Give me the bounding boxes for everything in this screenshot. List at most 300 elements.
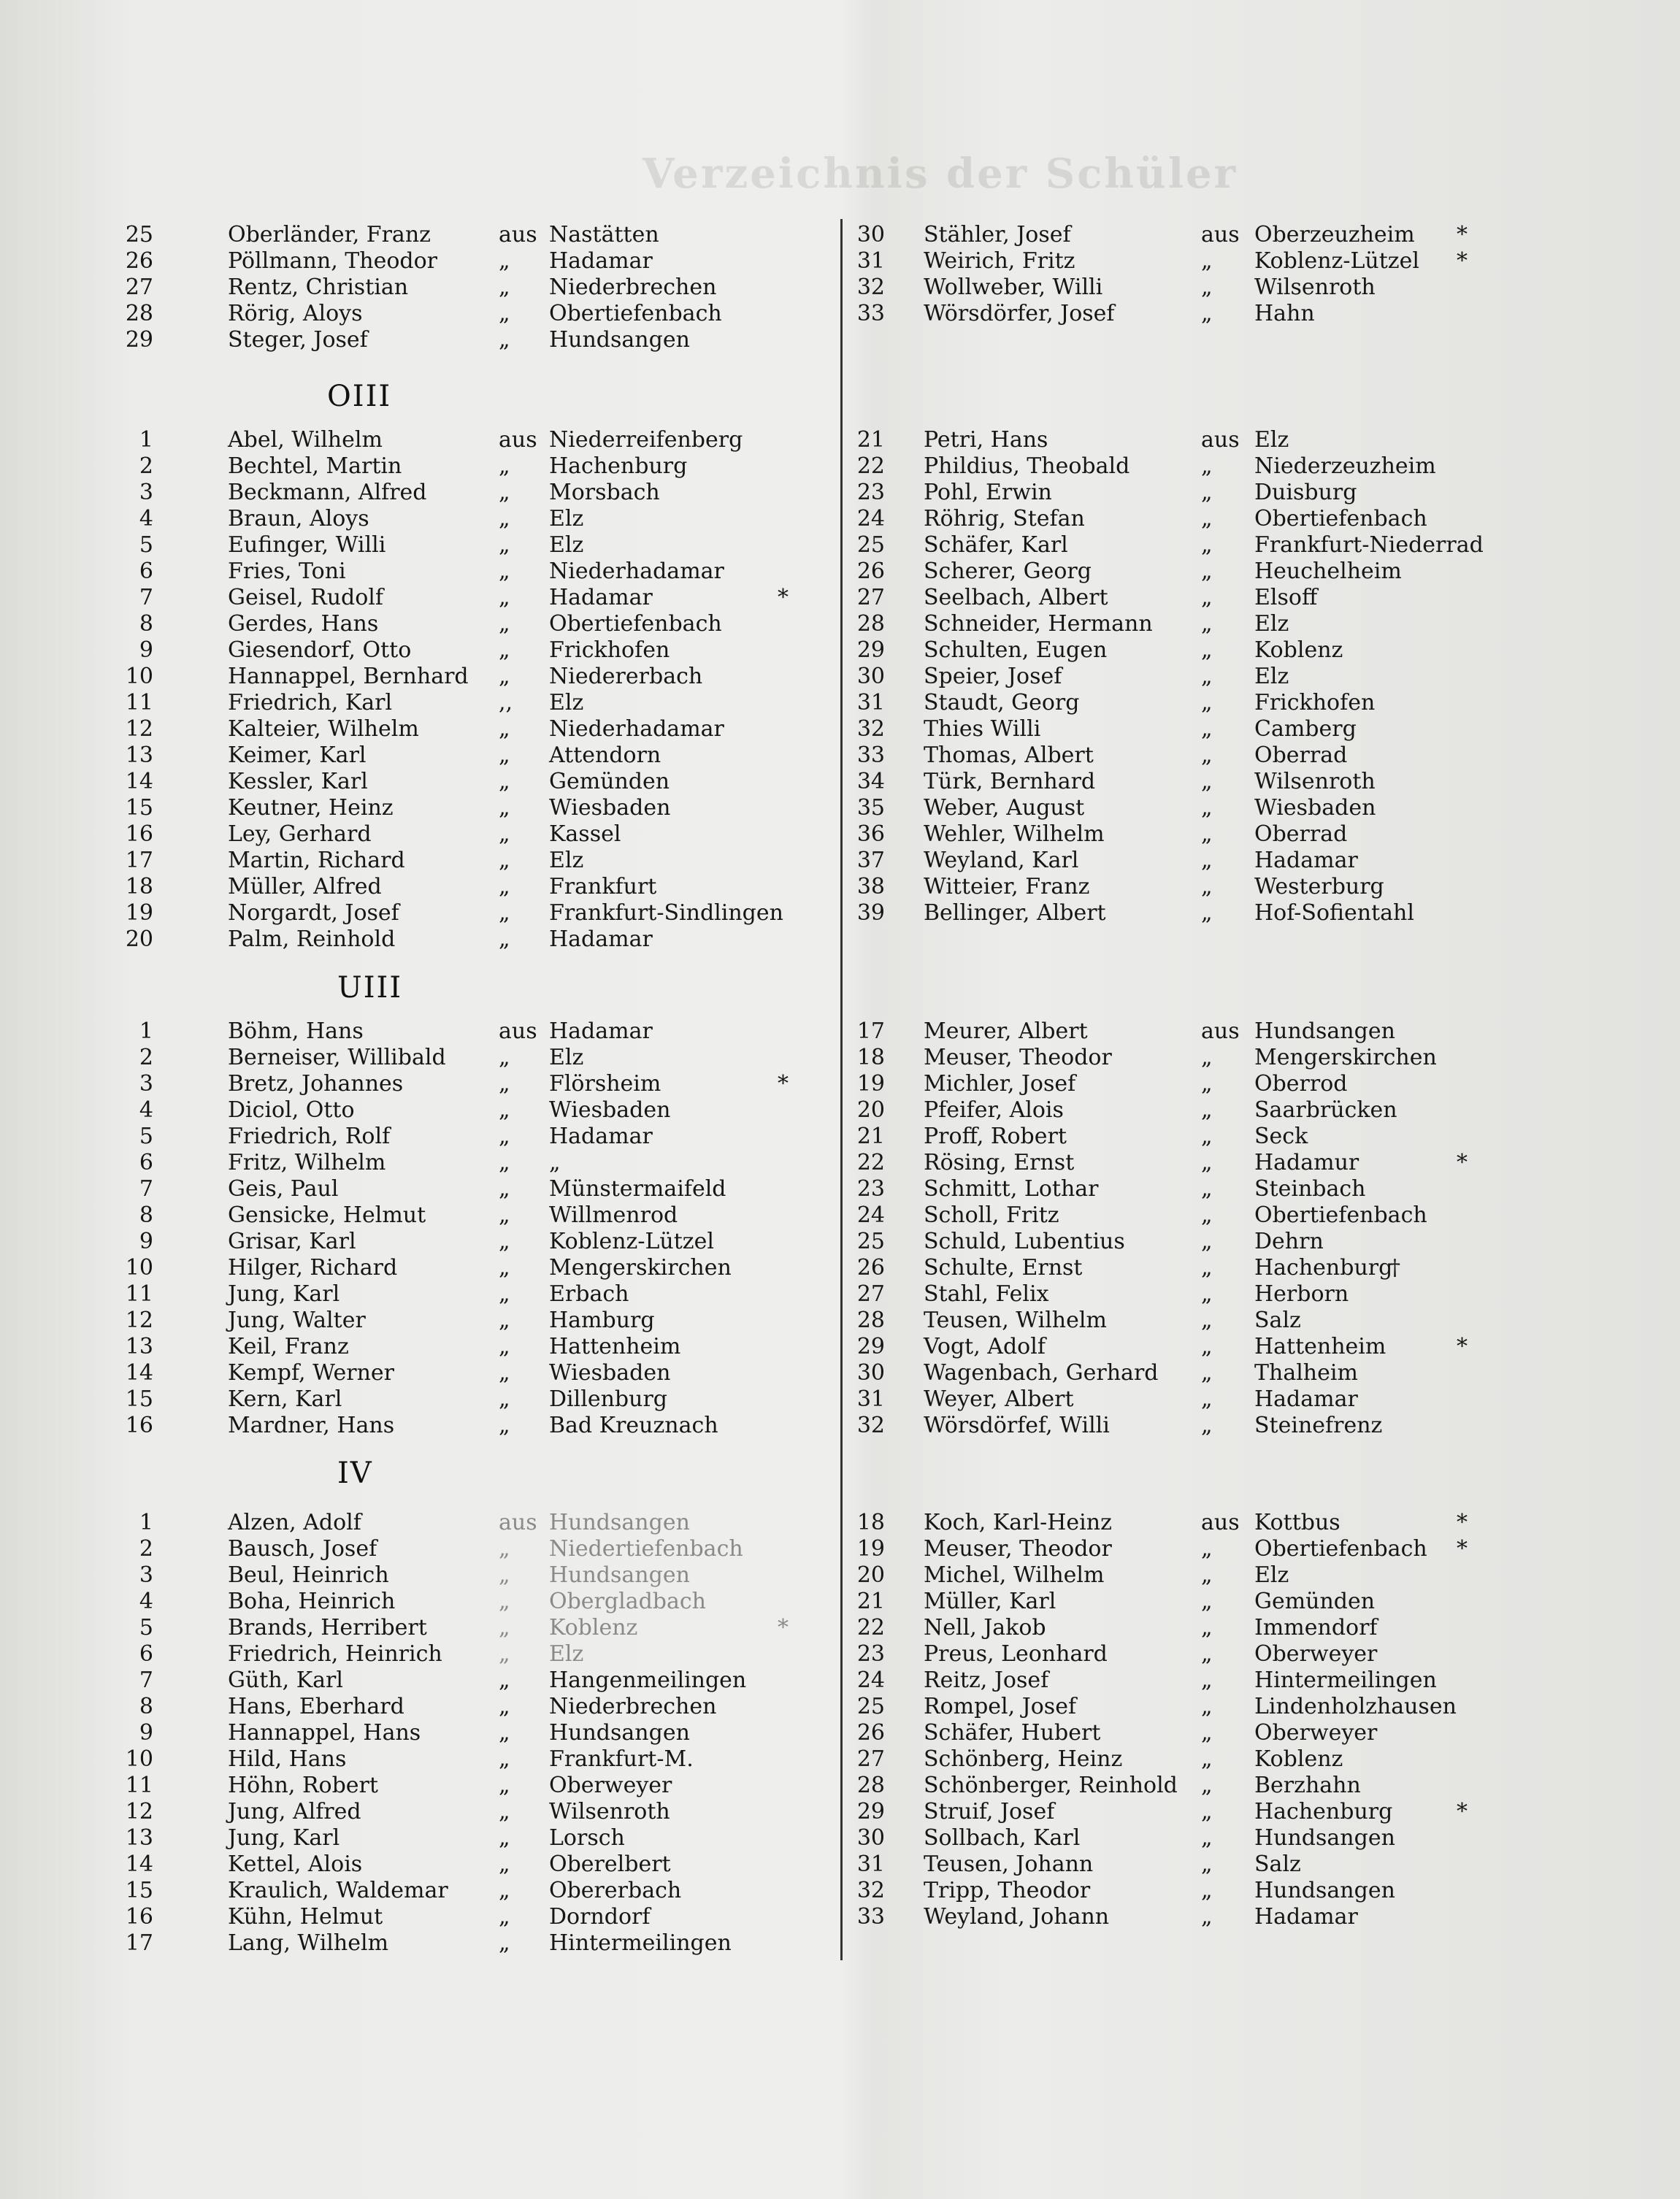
row-number: 8 <box>139 611 153 637</box>
origin-prefix: „ <box>1201 480 1213 505</box>
student-name: Schuld, Lubentius <box>924 1229 1125 1254</box>
student-name: Hilger, Richard <box>228 1255 398 1281</box>
row-number: 14 <box>125 1360 153 1386</box>
row-number: 39 <box>856 900 885 926</box>
origin-place: Niederhadamar <box>549 716 724 742</box>
origin-place: Bad Kreuznach <box>549 1413 718 1438</box>
student-name: Lang, Wilhelm <box>228 1930 389 1956</box>
row-number: 12 <box>125 1308 153 1333</box>
student-name: Witteier, Franz <box>924 874 1090 899</box>
row-number: 7 <box>139 585 153 610</box>
origin-prefix: „ <box>499 769 510 794</box>
row-number: 26 <box>856 1255 885 1281</box>
student-name: Tripp, Theodor <box>924 1878 1091 1903</box>
origin-prefix: „ <box>1201 1878 1213 1903</box>
student-name: Martin, Richard <box>228 848 405 873</box>
origin-place: Obertiefenbach <box>1254 506 1427 531</box>
student-name: Kettel, Alois <box>228 1851 363 1877</box>
origin-place: Hamburg <box>549 1308 655 1333</box>
row-number: 29 <box>856 1334 885 1359</box>
student-name: Meurer, Albert <box>924 1018 1088 1044</box>
origin-place: „ <box>549 1150 561 1175</box>
student-name: Beckmann, Alfred <box>228 480 427 505</box>
right-list-row <box>0 1018 1680 1045</box>
row-number: 5 <box>139 532 153 558</box>
origin-prefix: „ <box>499 1202 510 1228</box>
row-number: 23 <box>856 1176 885 1202</box>
origin-place: Niederbrechen <box>549 1694 717 1719</box>
right-list-row <box>0 1694 1680 1720</box>
student-name: Palm, Reinhold <box>228 926 396 952</box>
origin-place: Lindenholzhausen <box>1254 1694 1457 1719</box>
origin-place: Steinefrenz <box>1254 1413 1383 1438</box>
origin-place: Hof-Sofientahl <box>1254 900 1414 926</box>
row-number: 14 <box>125 769 153 794</box>
student-name: Hannappel, Bernhard <box>228 664 469 689</box>
right-list-row <box>0 690 1680 716</box>
origin-prefix: „ <box>499 1308 510 1333</box>
row-number: 30 <box>856 1360 885 1386</box>
origin-place: Hintermeilingen <box>1254 1668 1437 1693</box>
student-name: Boha, Heinrich <box>228 1589 396 1614</box>
origin-prefix: „ <box>1201 506 1213 531</box>
origin-place: Hadamur <box>1254 1150 1359 1175</box>
right-list-row <box>0 1334 1680 1360</box>
row-number: 19 <box>856 1071 885 1097</box>
right-list-row <box>0 1124 1680 1150</box>
class-heading: IV <box>337 1457 373 1490</box>
row-number: 22 <box>856 453 885 479</box>
right-list-row <box>0 506 1680 532</box>
origin-prefix: ,, <box>499 690 513 715</box>
row-number: 15 <box>125 1386 153 1412</box>
right-list-row <box>0 1904 1680 1930</box>
origin-place: Oberrod <box>1254 1071 1348 1097</box>
student-name: Kühn, Helmut <box>228 1904 383 1930</box>
origin-place: Hundsangen <box>549 1720 690 1746</box>
row-number: 26 <box>856 559 885 584</box>
right-list-row <box>0 1413 1680 1439</box>
right-list-row <box>0 1255 1680 1281</box>
right-list-row <box>0 1851 1680 1878</box>
row-number: 28 <box>856 1773 885 1798</box>
asterisk-mark: * <box>1457 222 1468 247</box>
row-number: 32 <box>856 716 885 742</box>
row-number: 1 <box>139 1018 153 1044</box>
origin-prefix: „ <box>499 1668 510 1693</box>
student-name: Weyland, Karl <box>924 848 1079 873</box>
student-name: Wollweber, Willi <box>924 275 1103 300</box>
origin-place: Camberg <box>1254 716 1357 742</box>
origin-prefix: „ <box>499 742 510 768</box>
origin-prefix: „ <box>1201 1851 1213 1877</box>
origin-place: Frickhofen <box>549 637 670 663</box>
student-name: Jung, Alfred <box>228 1799 361 1824</box>
row-number: 29 <box>856 1799 885 1824</box>
origin-prefix: „ <box>499 926 510 952</box>
row-number: 15 <box>125 795 153 821</box>
origin-prefix: „ <box>499 900 510 926</box>
row-number: 35 <box>856 795 885 821</box>
origin-prefix: „ <box>1201 1413 1213 1438</box>
origin-prefix: aus <box>1201 427 1240 453</box>
row-number: 17 <box>125 848 153 873</box>
origin-prefix: „ <box>499 1334 510 1359</box>
student-name: Fries, Toni <box>228 559 346 584</box>
row-number: 20 <box>856 1097 885 1123</box>
student-name: Norgardt, Josef <box>228 900 399 926</box>
student-name: Kern, Karl <box>228 1386 342 1412</box>
origin-place: Hadamar <box>549 248 653 274</box>
origin-place: Mengerskirchen <box>1254 1045 1437 1070</box>
origin-prefix: „ <box>499 532 510 558</box>
origin-place: Elz <box>549 1641 584 1667</box>
origin-place: Koblenz-Lützel <box>1254 248 1419 274</box>
row-number: 8 <box>139 1202 153 1228</box>
student-name: Speier, Josef <box>924 664 1062 689</box>
origin-place: Seck <box>1254 1124 1308 1149</box>
origin-prefix: „ <box>499 1641 510 1667</box>
origin-prefix: „ <box>499 1045 510 1070</box>
origin-prefix: „ <box>1201 1720 1213 1746</box>
student-name: Proff, Robert <box>924 1124 1067 1149</box>
row-number: 17 <box>856 1018 885 1044</box>
origin-prefix: aus <box>499 1510 537 1535</box>
origin-place: Kottbus <box>1254 1510 1340 1535</box>
right-list-row <box>0 1825 1680 1851</box>
origin-prefix: „ <box>499 1930 510 1956</box>
student-name: Müller, Karl <box>924 1589 1056 1614</box>
asterisk-mark: * <box>1457 1510 1468 1535</box>
row-number: 26 <box>125 248 153 274</box>
origin-prefix: „ <box>1201 1641 1213 1667</box>
origin-place: Dorndorf <box>549 1904 651 1930</box>
origin-place: Frankfurt-M. <box>549 1746 694 1772</box>
row-number: 2 <box>139 1536 153 1562</box>
class-heading: OIII <box>327 380 392 413</box>
origin-place: Morsbach <box>549 480 660 505</box>
student-name: Diciol, Otto <box>228 1097 355 1123</box>
origin-place: Wiesbaden <box>549 795 671 821</box>
origin-prefix: „ <box>1201 585 1213 610</box>
student-name: Hild, Hans <box>228 1746 347 1772</box>
student-name: Berneiser, Willibald <box>228 1045 446 1070</box>
row-number: 28 <box>125 301 153 326</box>
origin-prefix: „ <box>1201 301 1213 326</box>
row-number: 4 <box>139 1589 153 1614</box>
class-heading: UIII <box>337 971 403 1005</box>
row-number: 20 <box>125 926 153 952</box>
student-name: Pöllmann, Theodor <box>228 248 438 274</box>
row-number: 18 <box>856 1045 885 1070</box>
right-list-row <box>0 637 1680 664</box>
origin-prefix: „ <box>499 1589 510 1614</box>
right-list-row <box>0 532 1680 559</box>
origin-prefix: „ <box>499 637 510 663</box>
student-name: Schneider, Hermann <box>924 611 1153 637</box>
student-name: Bausch, Josef <box>228 1536 377 1562</box>
origin-prefix: „ <box>1201 1202 1213 1228</box>
student-name: Abel, Wilhelm <box>228 427 383 453</box>
origin-prefix: „ <box>499 585 510 610</box>
origin-prefix: „ <box>499 716 510 742</box>
student-name: Röhrig, Stefan <box>924 506 1085 531</box>
row-number: 5 <box>139 1124 153 1149</box>
origin-place: Steinbach <box>1254 1176 1366 1202</box>
row-number: 11 <box>125 1281 153 1307</box>
origin-place: Koblenz <box>1254 1746 1343 1772</box>
origin-place: Obertiefenbach <box>1254 1202 1427 1228</box>
student-name: Friedrich, Heinrich <box>228 1641 442 1667</box>
asterisk-mark: * <box>1457 1334 1468 1359</box>
origin-prefix: „ <box>499 611 510 637</box>
origin-prefix: „ <box>1201 1904 1213 1930</box>
row-number: 22 <box>856 1150 885 1175</box>
student-name: Wehler, Wilhelm <box>924 821 1105 847</box>
student-name: Geisel, Rudolf <box>228 585 384 610</box>
student-name: Keimer, Karl <box>228 742 367 768</box>
origin-place: Herborn <box>1254 1281 1349 1307</box>
origin-prefix: „ <box>1201 1799 1213 1824</box>
origin-place: Saarbrücken <box>1254 1097 1397 1123</box>
origin-prefix: „ <box>1201 637 1213 663</box>
origin-prefix: „ <box>499 1904 510 1930</box>
origin-prefix: „ <box>1201 1773 1213 1798</box>
row-number: 17 <box>125 1930 153 1956</box>
origin-place: Erbach <box>549 1281 629 1307</box>
origin-place: Hahn <box>1254 301 1315 326</box>
origin-place: Elz <box>1254 664 1289 689</box>
origin-prefix: „ <box>499 1071 510 1097</box>
origin-place: Hundsangen <box>549 327 690 353</box>
origin-prefix: „ <box>1201 795 1213 821</box>
right-list-row <box>0 222 1680 248</box>
origin-place: Hachenburg <box>1254 1255 1393 1281</box>
right-list-row <box>0 1176 1680 1202</box>
student-name: Bechtel, Martin <box>228 453 402 479</box>
student-name: Thies Willi <box>924 716 1041 742</box>
origin-place: Hundsangen <box>549 1510 690 1535</box>
origin-place: Niederhadamar <box>549 559 724 584</box>
origin-prefix: „ <box>1201 248 1213 274</box>
student-name: Steger, Josef <box>228 327 368 353</box>
row-number: 8 <box>139 1694 153 1719</box>
origin-place: Gemünden <box>1254 1589 1376 1614</box>
student-name: Weyer, Albert <box>924 1386 1074 1412</box>
row-number: 25 <box>856 1694 885 1719</box>
origin-prefix: aus <box>1201 1018 1240 1044</box>
right-list-row <box>0 1536 1680 1562</box>
origin-place: Obergladbach <box>549 1589 706 1614</box>
row-number: 3 <box>139 1071 153 1097</box>
origin-prefix: „ <box>499 1360 510 1386</box>
row-number: 36 <box>856 821 885 847</box>
student-name: Ley, Gerhard <box>228 821 372 847</box>
right-list-row <box>0 1202 1680 1229</box>
row-number: 12 <box>125 716 153 742</box>
student-name: Meuser, Theodor <box>924 1045 1112 1070</box>
student-name: Keil, Franz <box>228 1334 349 1359</box>
student-name: Scherer, Georg <box>924 559 1092 584</box>
origin-prefix: „ <box>499 248 510 274</box>
student-name: Friedrich, Karl <box>228 690 393 715</box>
row-number: 10 <box>125 664 153 689</box>
row-number: 30 <box>856 222 885 247</box>
student-name: Pohl, Erwin <box>924 480 1052 505</box>
origin-place: Niedertiefenbach <box>549 1536 743 1562</box>
origin-place: Berzhahn <box>1254 1773 1361 1798</box>
origin-prefix: „ <box>499 1562 510 1588</box>
origin-place: Koblenz-Lützel <box>549 1229 714 1254</box>
origin-prefix: „ <box>499 1615 510 1640</box>
right-list-row <box>0 716 1680 742</box>
student-name: Kessler, Karl <box>228 769 368 794</box>
row-number: 9 <box>139 1229 153 1254</box>
right-list-row <box>0 1386 1680 1413</box>
right-list-row <box>0 664 1680 690</box>
origin-prefix: „ <box>1201 1694 1213 1719</box>
right-list-row <box>0 769 1680 795</box>
dagger-mark: † <box>1389 1255 1400 1281</box>
right-list-row <box>0 1097 1680 1124</box>
student-name: Brands, Herribert <box>228 1615 427 1640</box>
origin-prefix: „ <box>1201 900 1213 926</box>
right-list-row <box>0 1668 1680 1694</box>
student-name: Müller, Alfred <box>228 874 382 899</box>
right-list-row <box>0 1589 1680 1615</box>
student-name: Staudt, Georg <box>924 690 1080 715</box>
row-number: 28 <box>856 611 885 637</box>
origin-place: Hadamar <box>549 1018 653 1044</box>
student-name: Jung, Karl <box>228 1825 340 1851</box>
origin-place: Oberelbert <box>549 1851 671 1877</box>
right-list-row <box>0 275 1680 301</box>
row-number: 25 <box>856 1229 885 1254</box>
origin-prefix: „ <box>1201 1589 1213 1614</box>
right-list-row <box>0 1071 1680 1097</box>
origin-place: Nastätten <box>549 222 659 247</box>
right-list-row <box>0 559 1680 585</box>
origin-place: Oberrad <box>1254 821 1348 847</box>
student-name: Wörsdörfer, Josef <box>924 301 1115 326</box>
row-number: 32 <box>856 275 885 300</box>
origin-prefix: „ <box>1201 769 1213 794</box>
row-number: 12 <box>125 1799 153 1824</box>
student-name: Schäfer, Karl <box>924 532 1068 558</box>
student-name: Rörig, Aloys <box>228 301 363 326</box>
origin-prefix: „ <box>499 1536 510 1562</box>
row-number: 33 <box>856 742 885 768</box>
origin-place: Oberzeuzheim <box>1254 222 1415 247</box>
asterisk-mark: * <box>778 1615 789 1640</box>
row-number: 24 <box>856 506 885 531</box>
asterisk-mark: * <box>1457 1536 1468 1562</box>
right-list-row <box>0 1229 1680 1255</box>
row-number: 21 <box>856 427 885 453</box>
right-list-row <box>0 248 1680 275</box>
origin-prefix: „ <box>499 453 510 479</box>
origin-place: Frickhofen <box>1254 690 1376 715</box>
origin-prefix: „ <box>499 795 510 821</box>
right-list-row <box>0 874 1680 900</box>
origin-prefix: „ <box>499 1720 510 1746</box>
student-name: Weirich, Fritz <box>924 248 1075 274</box>
origin-place: Oberweyer <box>1254 1641 1378 1667</box>
student-name: Michler, Josef <box>924 1071 1076 1097</box>
origin-prefix: „ <box>1201 1668 1213 1693</box>
origin-prefix: „ <box>499 1097 510 1123</box>
student-name: Schulten, Eugen <box>924 637 1108 663</box>
row-number: 37 <box>856 848 885 873</box>
student-name: Teusen, Johann <box>924 1851 1094 1877</box>
student-name: Phildius, Theobald <box>924 453 1130 479</box>
origin-prefix: „ <box>1201 611 1213 637</box>
student-name: Schulte, Ernst <box>924 1255 1083 1281</box>
row-number: 31 <box>856 1851 885 1877</box>
origin-place: Mengerskirchen <box>549 1255 732 1281</box>
origin-prefix: „ <box>1201 1308 1213 1333</box>
right-list-row <box>0 1799 1680 1825</box>
origin-prefix: „ <box>1201 1176 1213 1202</box>
origin-place: Obertiefenbach <box>549 301 722 326</box>
student-name: Kalteier, Wilhelm <box>228 716 419 742</box>
student-name: Schönberg, Heinz <box>924 1746 1123 1772</box>
right-list-row <box>0 1773 1680 1799</box>
right-list-row <box>0 1360 1680 1386</box>
origin-prefix: „ <box>499 1878 510 1903</box>
row-number: 27 <box>856 1746 885 1772</box>
student-name: Reitz, Josef <box>924 1668 1049 1693</box>
origin-prefix: „ <box>499 1281 510 1307</box>
student-name: Preus, Leonhard <box>924 1641 1108 1667</box>
origin-place: Hundsangen <box>1254 1825 1395 1851</box>
row-number: 21 <box>856 1589 885 1614</box>
origin-place: Hangenmeilingen <box>549 1668 747 1693</box>
row-number: 23 <box>856 480 885 505</box>
student-name: Jung, Karl <box>228 1281 340 1307</box>
origin-prefix: „ <box>499 874 510 899</box>
row-number: 32 <box>856 1878 885 1903</box>
origin-place: Hattenheim <box>1254 1334 1386 1359</box>
student-name: Alzen, Adolf <box>228 1510 361 1535</box>
student-name: Koch, Karl-Heinz <box>924 1510 1112 1535</box>
origin-place: Hadamar <box>1254 848 1358 873</box>
origin-place: Elz <box>1254 1562 1289 1588</box>
row-number: 2 <box>139 453 153 479</box>
right-list-row <box>0 848 1680 874</box>
row-number: 27 <box>856 585 885 610</box>
row-number: 30 <box>856 1825 885 1851</box>
row-number: 1 <box>139 1510 153 1535</box>
origin-place: Elz <box>549 1045 584 1070</box>
asterisk-mark: * <box>1457 1799 1468 1824</box>
student-name: Rentz, Christian <box>228 275 409 300</box>
row-number: 22 <box>856 1615 885 1640</box>
row-number: 33 <box>856 1904 885 1930</box>
row-number: 19 <box>856 1536 885 1562</box>
origin-place: Oberweyer <box>549 1773 672 1798</box>
origin-prefix: „ <box>1201 1746 1213 1772</box>
origin-place: Obererbach <box>549 1878 682 1903</box>
student-name: Schmitt, Lothar <box>924 1176 1099 1202</box>
right-list-row <box>0 1281 1680 1308</box>
origin-place: Niederreifenberg <box>549 427 743 453</box>
origin-place: Dillenburg <box>549 1386 667 1412</box>
right-list-row <box>0 585 1680 611</box>
origin-prefix: „ <box>1201 1150 1213 1175</box>
student-name: Wagenbach, Gerhard <box>924 1360 1159 1386</box>
student-name: Türk, Bernhard <box>924 769 1096 794</box>
